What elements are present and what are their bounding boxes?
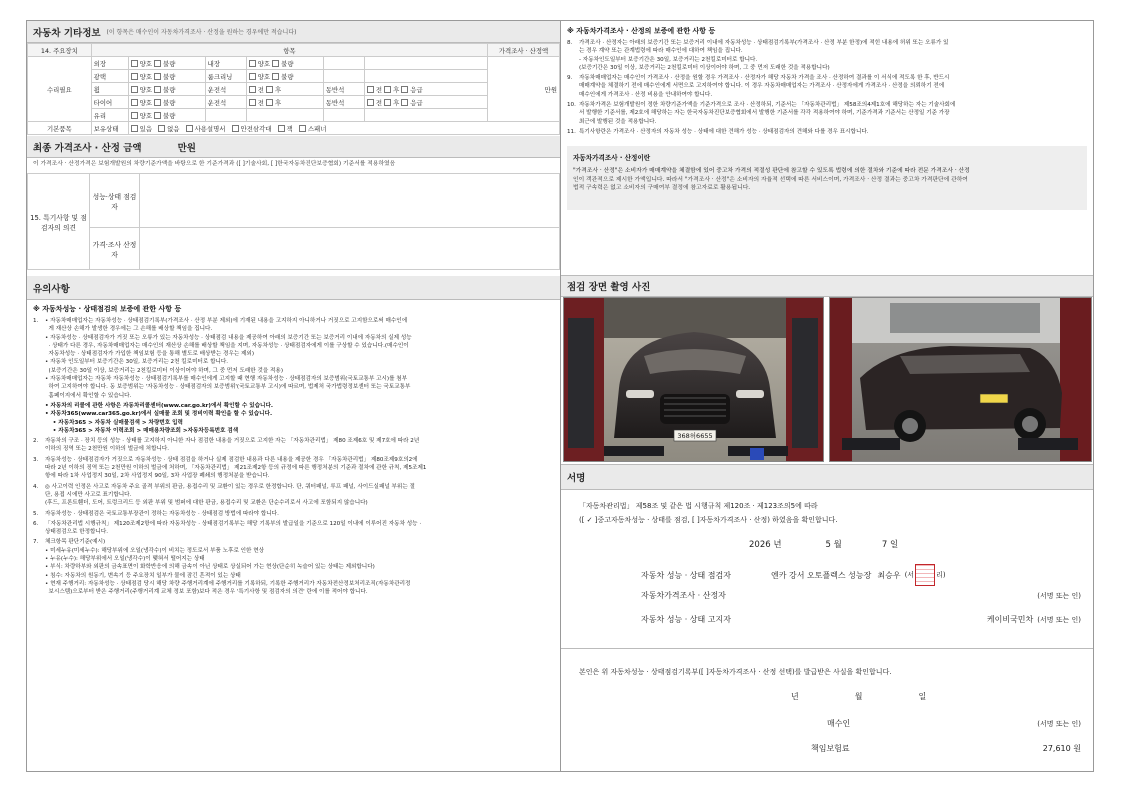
opt-group [128,96,205,109]
item-line: (후드, 프론트휀더, 도어, 트렁크리드 등 외판 부위 및 범퍼에 대한 판금, 용접수리 및 교환은 단순수리로서 사고에 포함되지 않습니다) [45,500,368,507]
opt: 양호 [139,98,152,107]
inspector-row [641,564,1081,586]
list-item [567,39,1087,72]
checkbox[interactable] [272,73,279,80]
notifier-sign: (서명 또는 인) [1037,615,1081,624]
item-line: 자동차의 구조 · 장치 등의 성능 · 상태를 고지하지 아니한 자나 점검한 내용을 거짓으로 고지한 자는 「자동차관리법」 제80 조제6호 및 제7호에 따라 2년 [45,438,420,445]
list-item [33,402,554,435]
opt: 양호 [139,111,152,120]
repair-label: 수리필요 [28,57,92,122]
opt: 후 [274,98,282,107]
notifier-label: 자동차 성능 · 상태 고지자 [641,615,731,624]
sign-suffix-left: (서 [904,571,915,579]
item-body [579,39,948,72]
item-line: • 자동차의 리콜에 관한 사항은 자동차리콜센터(www.car.go.kr)에서 확인할 수 있습니다. [45,402,273,409]
price-sign: (서명 또는 인) [1037,591,1081,600]
opt: 불량 [163,85,176,94]
checkbox[interactable] [131,73,138,80]
checkbox[interactable] [232,125,239,132]
opt: 응급 [410,85,423,94]
notifier-name: 케이비국민차 [986,615,1034,624]
opt-group [128,109,205,122]
opt: 후 [393,85,400,94]
checkbox[interactable] [299,125,306,132]
sign-suffix-right: 리) [936,571,946,579]
item-body [45,520,421,537]
photo-header [561,275,1093,297]
insurance-label: 책임보험료 [811,744,850,753]
photo-title: 점검 장면 촬영 사진 [567,282,651,293]
list-item [33,317,554,400]
major-devices-table [27,43,560,135]
item-line: (보증기간은 30일 이상, 보증거리는 2천킬로미터 이상이어야 하며, 그 중 먼저 도래한 것을 적용) [45,367,284,374]
checkbox[interactable] [131,125,138,132]
opt: 양호 [257,59,271,68]
notice-header [27,276,560,300]
item-line: - 자동차인도일부터 보증기간은 30일, 보증거리는 2천킬로미터로 합니다. [579,56,758,63]
checkbox[interactable] [367,86,374,93]
list-item [33,510,554,518]
checkbox[interactable] [384,99,391,106]
repair-amount: 만원 [488,57,560,122]
price-opinion-value[interactable] [140,228,560,270]
checkbox[interactable] [272,60,279,67]
item-line: 특기사항란은 가격조사 · 산정자의 자동차 성능 · 상태에 대한 견해가 성능 · 상태점검자의 견해와 다를 경우 표시합니다. [579,128,869,135]
opt: 사용설명서 [194,124,226,133]
special-notes-table [27,173,560,270]
opt: 있음 [139,124,152,133]
date-year: 2026 년 [749,540,782,550]
opt: 불량 [163,72,176,81]
inspector-person: 최승우 [877,570,901,580]
item-number: 2. [33,438,39,445]
inspector-label: 자동차 성능 · 상태 점검자 [641,570,731,580]
item-line: 가격조사 · 산정자는 아래의 보증기간 또는 보증거리 이내에 자동차성능 · 상태점검기록부(가격조사 · 산정 부분 한정)에 적힌 내용에 허위 또는 오류가 있 [579,40,949,46]
item-line: 자동차성능 · 상태점검은 국토교통부장관이 정하는 자동차성능 · 상태점검 방법에 따라야 합니다. [45,510,279,517]
item-line: • 자동차성능 · 상태점검자가 거짓 또는 오류가 있는 자동차성능 · 상태점검 내용을 제공하여 아래의 보증기간 또는 보증거리 이내에 자동차의 실제 성능 [45,334,412,341]
price-opinion-label: 가격·조사 산정자 [90,228,140,270]
opt: 불량 [281,59,294,68]
checkbox[interactable] [249,99,256,106]
item-body [45,402,273,435]
item-line: (보증기간은 30일 이상, 보증거리는 2천킬로미터 이상이어야 하며, 그 중 먼저 도래한 것을 적용합니다) [579,64,830,71]
receipt-line: 본인은 위 자동차성능 · 상태점검기록부([ ]자동차가격조사 · 산정 선택)를 발급받은 사실을 확인합니다. [579,668,892,676]
col-header: 항목 [91,44,487,57]
buyer-label: 매수인 [827,719,851,728]
price-guarantee-title: ※ 자동차가격조사 · 산정의 보증에 관한 사항 등 [567,27,716,35]
col-header: 가격조사 · 산정액 [488,44,560,57]
final-title: 최종 가격조사 · 산정 금액 [33,142,142,154]
checkbox[interactable] [131,60,138,67]
final-unit: 만원 [177,142,196,154]
item-number [33,402,45,435]
item-line: 상태점검으로 한정합니다. [45,529,108,536]
opt-group [364,83,487,96]
opt: 불량 [281,72,294,81]
item-line: • 침수: 자동차의 원동기, 변속기 등 주요장치 일부가 물에 잠긴 흔적이 있는 상태 [45,572,241,579]
opt: 응급 [410,98,423,107]
opt: 스패너 [307,124,327,133]
item-line: • 자동차 인도일부터 보증기간은 30일, 보증거리는 2천 킬로미터로 합니다. [45,359,229,366]
opt: 불량 [163,59,176,68]
item-number: 7. [33,539,39,546]
item-body [579,74,949,99]
item-body [45,538,410,596]
signature-header [561,464,1093,490]
item-number: 10. [567,102,576,109]
item-body [579,101,955,126]
inspection-photo-side [829,297,1092,462]
opt: 전 [375,85,383,94]
item-number: 6. [33,520,39,527]
list-item [33,437,554,454]
basic-items [128,122,559,135]
list-item [567,128,1087,136]
opt: 양호 [139,85,152,94]
opt-group [364,96,487,109]
opt: 후 [274,85,282,94]
list-item [33,456,554,481]
item-line: • 자동차365(www.car365.go.kr)에서 실매물 조회 및 정비이력 확인을 할 수 있습니다. [45,411,273,418]
checkbox[interactable] [131,99,138,106]
item-line: 체크항목 판단기준(예시) [45,539,106,546]
checkbox[interactable] [278,125,285,132]
opt: 없음 [167,124,180,133]
item-line: 자동차성능 · 상태점검자가 가입한 책임보험 등을 통해 별도로 배상받는 경우는 제외) [45,351,255,358]
item-number: 5. [33,510,39,517]
section-title: 자동차 기타정보 [33,27,101,39]
item-line: 최근에 발행된 것을 적용합니다. [579,118,657,125]
item-number: 9. [567,75,573,82]
checkbox[interactable] [154,86,161,93]
opt: 후 [393,98,400,107]
receipt-divider [561,648,1093,649]
opt-group [128,83,205,96]
price-guarantee-list [567,39,1087,136]
item-line: • 자동차매매업자는 자동차 자동차성능 · 상태점검기록부를 매수인에게 고지할 때 현행 자동차성능 · 상태점검자의 보증범위(국토교통부 고시)를 첨부 [45,376,408,383]
item-line: • 자동차매매업자는 자동차성능 · 상태점검기록부(가격조사 · 산정 부분 제외)에 기재된 내용을 고지하지 아니하거나 거짓으로 고지함으로써 매수인에 [45,318,408,324]
notifier-row [641,614,1081,625]
checkbox[interactable] [401,86,408,93]
price-definition-box [567,146,1087,210]
checkbox[interactable] [154,99,161,106]
item-line: 홈페이지에서 확인할 수 있습니다. [45,392,132,399]
left-column [27,21,561,771]
item-number: 11. [567,128,576,135]
final-price-header [27,136,560,158]
checkbox[interactable] [154,112,161,119]
row-label: 동반석 [323,83,364,96]
item-number: 8. [567,40,573,46]
item-number: 4. [33,483,39,490]
opt: 불량 [163,98,176,107]
signature-title: 서명 [567,473,586,484]
opt: 양호 [257,72,271,81]
opt: 잭 [286,124,293,133]
seal-stamp [915,564,935,586]
item-number: 3. [33,456,39,463]
row-label: 휠 [91,83,128,96]
item-line: • 자동차365 > 자동차 실매물검색 > 차량번호 입력 [45,419,183,426]
box-line: 법적 구속력은 없고 소비자의 구매여부 결정에 참고자료로 활용됩니다. [573,185,751,192]
checkbox[interactable] [154,73,161,80]
issue-date [749,538,898,550]
row-label: 유리 [91,109,128,122]
item-body [45,437,419,454]
item-line: 단, 용접 시에만 사고로 표기합니다. [45,491,132,498]
item-line: 하여 고지하여야 합니다. 동 보증범위는 '자동차성능 · 상태점검자의 보증범위'(국토교통부 고시)에 따르며, 법제처 국가법령정보센터 또는 국토교통부 [45,384,411,391]
inspector-opinion-value[interactable] [140,174,560,228]
date-day: 7 일 [881,540,899,550]
checkbox[interactable] [384,86,391,93]
item-line: • 미세누유(미세누수): 해당부위에 오일(냉각수)이 비치는 정도로서 부품 노후로 인한 현상 [45,547,265,554]
plate-number: 368허6655 [677,432,713,440]
row-label: 내장 [205,57,246,70]
item-number: 1. [33,318,39,324]
list-item [33,538,554,596]
checkbox[interactable] [266,86,273,93]
item-line: 자동차매매업자는 매수인이 가격조사 · 산정을 원할 경우 가격조사 · 산정자가 해당 자동차 가격을 조사 · 산정하여 결과를 이 서식에 적도록 한 후, 반드시 [579,75,950,82]
list-item [567,101,1087,126]
opt-group [128,70,205,83]
item-line: 자동차가격은 보험개발원이 정한 차량기준가액을 기준가격으로 조사 · 산정하되, 기준서는 「자동차관리법」 제58조의4제1호에 해당하는 자는 기술사회에 [579,102,956,109]
opt: 전 [375,98,383,107]
opt: 불량 [163,111,176,120]
insurance-row [811,743,1081,754]
inspector-opinion-label: 성능·상태 점검자 [90,174,140,228]
etc-info-header [27,21,560,43]
price-row [641,590,1081,601]
special-label: 15. 특기사항 및 점검자의 의견 [28,174,90,270]
notice-list [33,317,554,597]
row-label: 광택 [91,70,128,83]
price-guarantee-section [561,21,1093,210]
opt-group [246,70,323,83]
final-note: 이 가격조사 · 산정가격은 보험개발원의 차량기준가액을 바탕으로 한 기준가격과 ([ ]기술사회, [ ]한국자동차진단보증협회) 기준서를 적용하였음 [33,161,396,167]
price-label: 자동차가격조사 · 산정자 [641,591,726,600]
list-item [33,520,554,537]
opt-group [246,57,323,70]
receipt-date [791,691,926,702]
checkbox[interactable] [131,112,138,119]
checkbox[interactable] [401,99,408,106]
law-line: 「자동차관리법」 제58조 및 같은 법 시행규칙 제120조 · 제123조의5에 따라 [579,502,818,510]
item-line: 따라 2년 이하의 징역 또는 2천만원 이하의 벌금에 처하며, 「자동차관리법」 제21조제2항 등의 규정에 따른 행정처분의 기준과 절차에 관한 규칙, 제5조제1 [45,465,427,472]
opt: 양호 [139,72,152,81]
inspector-name: 엔카 강서 오토플렉스 성능장 [771,570,872,580]
box-line: 인이 객관적으로 제시한 가액입니다. 따라서 "가격조사 · 산정"은 소비자의 자율적 선택에 따른 서비스이며, 가격조사 · 산정 결과는 중고차 가격판단에 관하여 [573,176,968,183]
item-line: 매매계약을 체결하기 전에 매수인에게 서면으로 고지하여야 합니다. 이 경우 자동차매매업자는 가격조사 · 산정자에게 가격조사 · 산정을 의뢰하기 전에 [579,83,945,90]
item-line: 이하의 징역 또는 2천만원 이하의 벌금에 처합니다. [45,446,170,453]
item-body [45,456,426,481]
item-body [45,483,415,508]
opt-group [128,57,205,70]
checkbox[interactable] [249,86,256,93]
opt: 전 [257,98,264,107]
receipt-day: 일 [918,692,927,701]
item-line: 게 재산상 손해가 발생한 경우에는 그 손해를 배상할 책임을 집니다. [45,326,213,333]
item-line: • 현재 주행거리: 자동차성능 · 상태점검 당시 해당 차량 주행거리계에 주행거리를 기록하되, 기록한 주행거리가 자동차전산정보처리조직(자동차관리정 [45,580,411,587]
opt: 전 [257,85,264,94]
opt-group [246,96,323,109]
opt: 양호 [139,59,152,68]
item-line: 서 발행한 기준서를, 제2호에 해당하는 자는 한국자동차진단보증협회에서 발행한 기준서를 각각 적용하여야 하며, 기준가격과 기준서는 산정일 기준 가장 [579,110,950,117]
date-month: 5 월 [825,540,842,550]
item-line: 매수인에게 가격조사 · 산정 비용을 안내하여야 합니다. [579,91,713,98]
item-line: 「자동차관리법 시행규칙」 제120조제2항에 따라 자동차성능 · 상태점검기록부는 해당 기록부의 발급일을 기준으로 120일 이내에 이루어진 자동차 성능 · [45,520,422,527]
basic-sub: 보유상태 [91,122,128,135]
checkbox[interactable] [186,125,193,132]
checkbox[interactable] [131,86,138,93]
item-line: 자동차성능 · 상태점검자가 거짓으로 자동차성능 · 상태 점검을 하거나 실제 점검한 내용과 다른 내용을 제공한 경우 「자동차관리법」 제80조제9호의2에 [45,456,418,463]
row-label: 외장 [91,57,128,70]
item-body [579,128,869,136]
item-body [45,510,279,518]
item-line: 항에 따라 1차 사업정지 30일, 2차 사업정지 90일, 3차 사업장 폐쇄의 행정처분을 받습니다. [45,473,270,480]
law-text [579,499,838,527]
opt: 안전삼각대 [240,124,272,133]
notice-title: 유의사항 [33,283,70,295]
item-body [45,317,412,400]
row-label: 운전석 [205,96,246,109]
item-line: · 상태가 다른 경우, 자동차매매업자는 매수인의 재산상 손해를 배상할 책임을 지며, 자동차성능 · 상태점검자에게 이를 구상할 수 있습니다.(매수인이 [45,342,409,349]
receipt-month: 월 [854,692,863,701]
basic-label: 기본품목 [28,122,92,135]
law-line: ([ ✓ ]중고자동차성능 · 상태를 점검, [ ]자동차가격조사 · 산정) 하였음을 확인합니다. [579,516,838,524]
section-note: (이 항목은 매수인이 자동차가격조사 · 산정을 원하는 경우에만 적습니다) [106,29,297,36]
checkbox[interactable] [249,60,256,67]
document-page [26,20,1094,772]
buyer-sign: (서명 또는 인) [1037,719,1081,728]
opt-group [246,83,323,96]
item-line: ◎ 사고이력 인정은 사고로 자동차 주요 골격 부위의 판금, 용접수리 및 교환이 있는 경우로 한정합니다. 단, 쿼터패널, 루프 패널, 사이드실패널 부위는 절 [45,483,415,490]
notice-body [27,300,560,597]
item-line: • 부식: 차량하부와 외판의 금속표면이 화학반응에 의해 금속이 아닌 상태로 상실되어 가는 현상(단순히 녹슬어 있는 상태는 제외합니다) [45,564,375,571]
box-title: 자동차가격조사 · 산정이란 [573,154,651,163]
col-header: 14. 주요장치 [28,44,92,57]
checkbox[interactable] [249,73,256,80]
row-label: 운전석 [205,83,246,96]
item-line: • 누유(누수): 해당부위에서 오일(냉각수)이 맺혀서 떨어지는 상태 [45,556,205,563]
row-label: 동반석 [323,96,364,109]
checkbox[interactable] [266,99,273,106]
checkbox[interactable] [367,99,374,106]
notice-subtitle: ※ 자동차성능 · 상태점검의 보증에 관한 사항 등 [33,305,182,313]
item-line: 보시스템)으로부터 받은 주행거리(주행거리계 교체 정보 포함)보다 적은 경우 '특기사항 및 점검자의 의견' 란에 이를 적어야 합니다. [45,589,368,596]
row-label: 룸크리닝 [205,70,246,83]
insurance-amount: 27,610 원 [1042,744,1081,753]
row-label: 타이어 [91,96,128,109]
list-item [567,74,1087,99]
checkbox[interactable] [158,125,165,132]
list-item [33,483,554,508]
checkbox[interactable] [154,60,161,67]
inspection-photo-front [563,297,824,462]
box-line: "가격조사 · 산정"은 소비자가 매매계약을 체결함에 있어 중고차 가격의 적절성 판단에 참고할 수 있도록 법령에 의한 절차와 기준에 따라 전문 가격조사 · 산정 [573,168,970,175]
buyer-row [827,718,1081,729]
item-line: • 자동차365 > 자동차 이력조회 > 매매용차량조회 >자동차등록번호 검색 [45,427,239,434]
receipt-year: 년 [791,692,799,701]
right-column [561,21,1093,771]
item-line: 는 경우 계약 또는 관계법령에 따라 매수인에 대하여 책임을 집니다. [579,48,743,55]
